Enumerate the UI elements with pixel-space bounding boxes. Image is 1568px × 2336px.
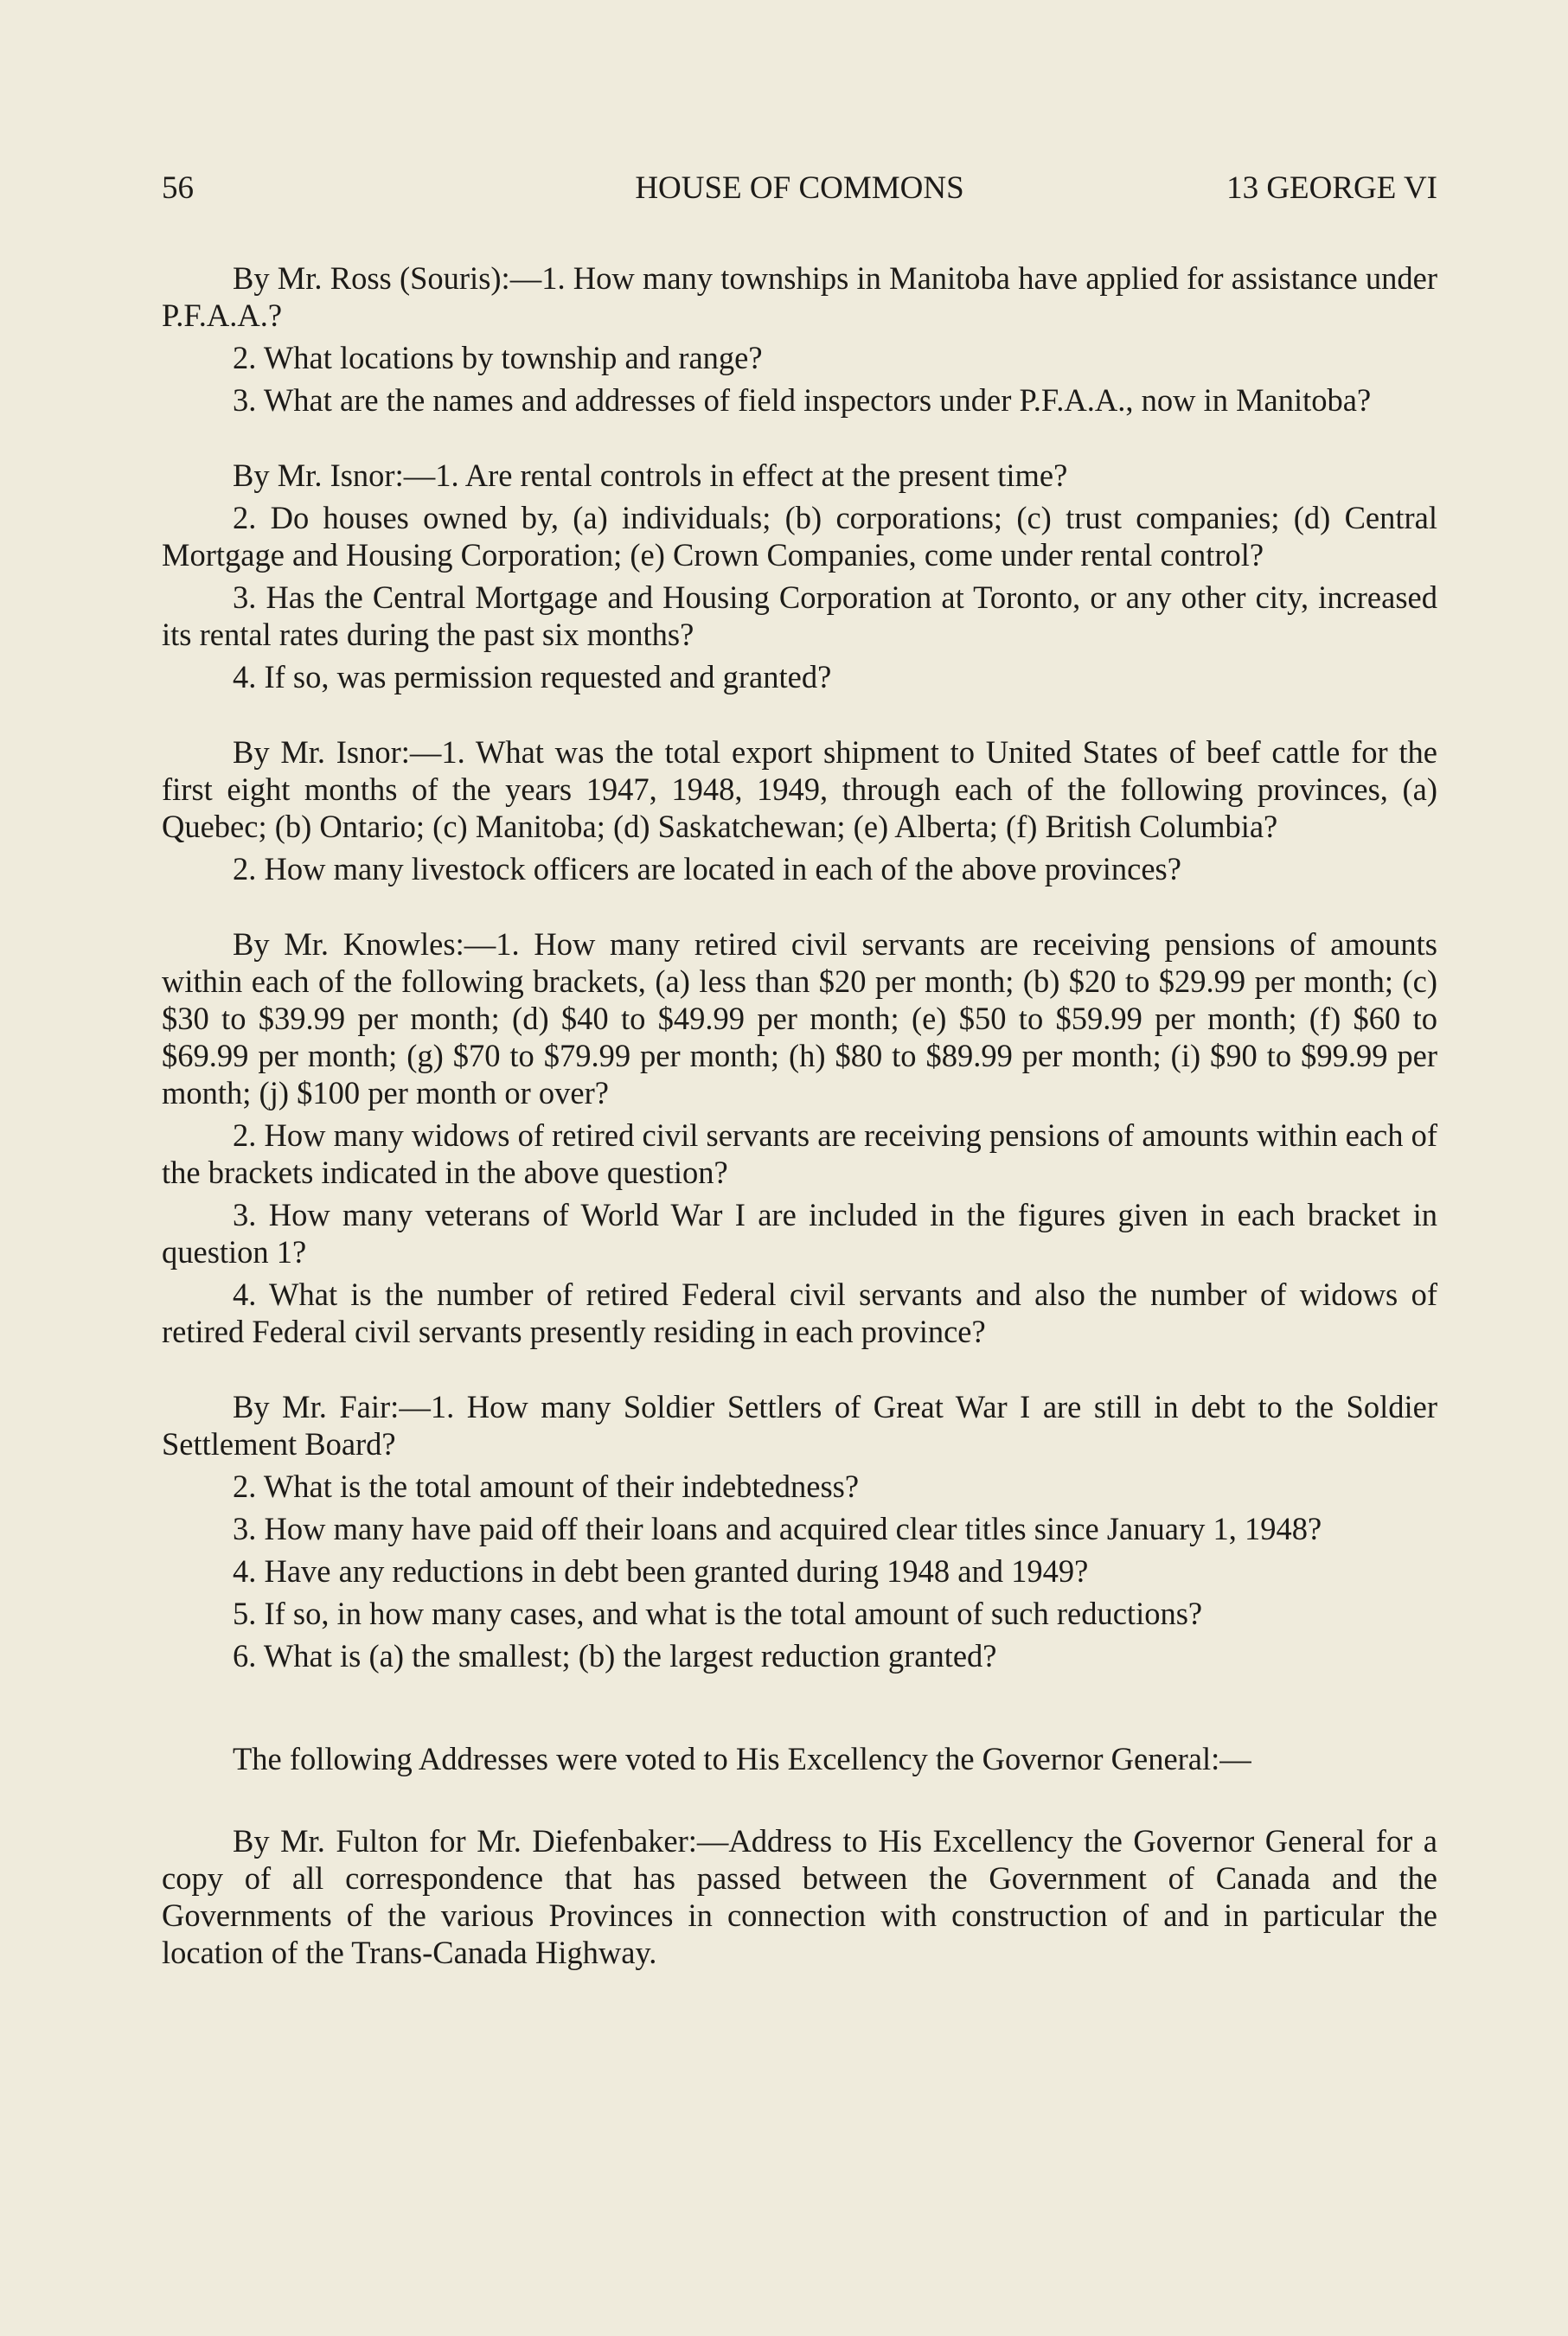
regnal-year: 13 GEORGE VI [1226, 170, 1437, 206]
paragraph: 2. Do houses owned by, (a) individuals; (b) corporations; (c) trust companies; (d) Central Mortgage and Housing Corporation; (e) Crown Companies, come under rental control? [162, 500, 1437, 573]
page-title: HOUSE OF COMMONS [635, 170, 964, 206]
paragraph: 3. What are the names and addresses of field inspectors under P.F.A.A., now in Manitoba? [233, 382, 1372, 418]
question-ross-souris [162, 259, 1437, 419]
paragraph: By Mr. Isnor:—1. Are rental controls in effect at the present time? [233, 458, 1068, 493]
paragraph: 4. What is the number of retired Federal civil servants and also the number of widows of retired Federal civil servants presently residing in each province? [162, 1277, 1437, 1349]
paragraph: 5. If so, in how many cases, and what is the total amount of such reductions? [233, 1596, 1203, 1631]
paragraph: By Mr. Knowles:—1. How many retired civil servants are receiving pensions of amounts within each of the following brackets, (a) less than $20 per month; (b) $20 to $29.99 per month; (c) $30 to $39.99 per month; (d) $40 to $49.99 per month; (e) $50 to $59.99 per month; (f) $60 to $69.99 per month; (g) $70 to $79.99 per month; (h) $80 to $89.99 per month; (i) $90 to $99.99 per month; (j) $100 per month or over? [162, 926, 1437, 1110]
page-number: 56 [162, 170, 194, 206]
paragraph: By Mr. Ross (Souris):—1. How many townships in Manitoba have applied for assistance under P.F.A.A.? [162, 260, 1437, 333]
paragraph: 2. What locations by township and range? [233, 340, 763, 375]
paragraph: By Mr. Fulton for Mr. Diefenbaker:—Address to His Excellency the Governor General for a copy of all correspondence that has passed between the Government of Canada and the Governments of the various Provinces in connection with construction of and in particular the location of the Trans-Canada Highway. [162, 1823, 1437, 1970]
paragraph: 3. How many have paid off their loans and acquired clear titles since January 1, 1948? [233, 1511, 1322, 1546]
paragraph: 2. How many widows of retired civil servants are receiving pensions of amounts within each of the brackets indicated in the above question? [162, 1117, 1437, 1190]
paragraph: 3. Has the Central Mortgage and Housing Corporation at Toronto, or any other city, increased its rental rates during the past six months? [162, 579, 1437, 652]
paragraph: 4. If so, was permission requested and granted? [233, 659, 832, 694]
paragraph: 2. What is the total amount of their indebtedness? [233, 1469, 860, 1504]
paragraph: 2. How many livestock officers are located in each of the above provinces? [233, 851, 1181, 886]
paragraph: 6. What is (a) the smallest; (b) the largest reduction granted? [233, 1638, 997, 1674]
running-head [162, 170, 1437, 211]
question-isnor-cattle [162, 733, 1437, 887]
paragraph: 3. How many veterans of World War I are included in the figures given in each bracket in question 1? [162, 1197, 1437, 1270]
address-fulton-diefenbaker [162, 1822, 1437, 1971]
paragraph: By Mr. Fair:—1. How many Soldier Settlers of Great War I are still in debt to the Soldier Settlement Board? [162, 1389, 1437, 1462]
question-fair-soldier-settlers [162, 1388, 1437, 1674]
paragraph: By Mr. Isnor:—1. What was the total export shipment to United States of beef cattle for the first eight months of the years 1947, 1948, 1949, through each of the following provinces, (a) Quebec; (b) Ontario; (c) Manitoba; (d) Saskatchewan; (e) Alberta; (f) British Columbia? [162, 734, 1437, 844]
question-isnor-rental [162, 457, 1437, 695]
paragraph: 4. Have any reductions in debt been granted during 1948 and 1949? [233, 1553, 1089, 1589]
body-text [162, 259, 1437, 1971]
paragraph: The following Addresses were voted to His Excellency the Governor General:— [233, 1741, 1251, 1776]
addresses-intro [162, 1740, 1437, 1777]
question-knowles-pensions [162, 925, 1437, 1350]
